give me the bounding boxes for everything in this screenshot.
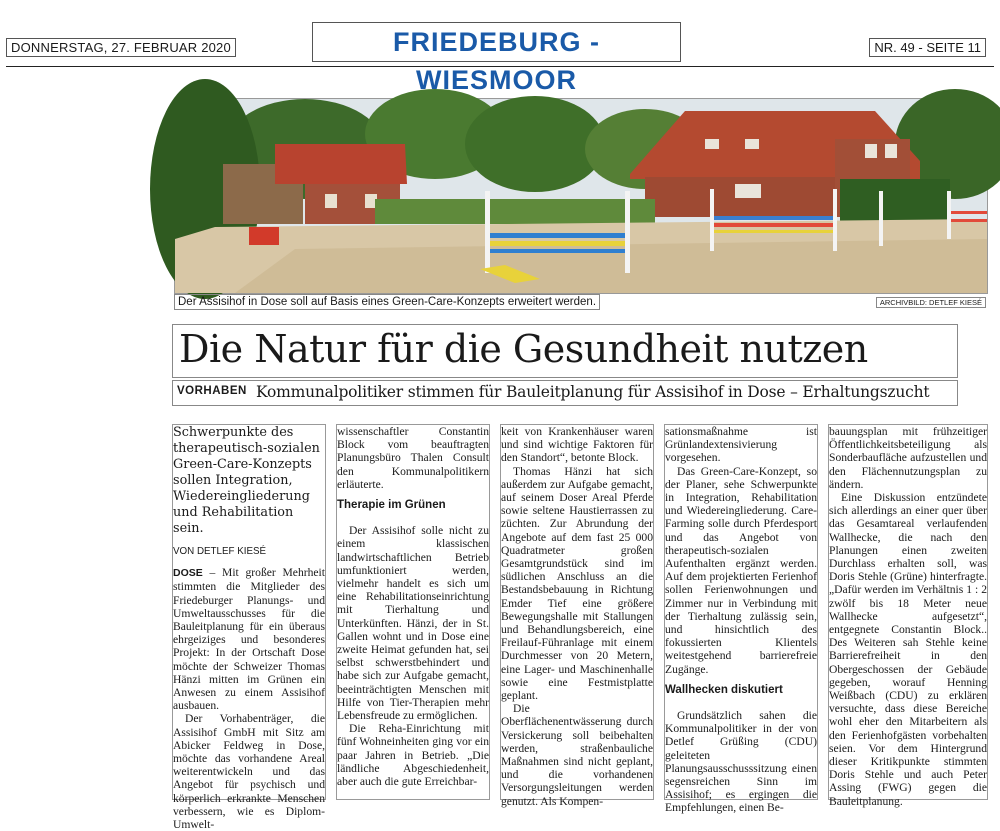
paragraph: Das Green-Care-Konzept, so der Planer, sehe Schwerpunkte in Integration, Rehabilitation und Wiedereingliederung. Care-Farming solle durch Pferdesport und das Angebot von therapeutisch-sozialen Aufenthalten ergänzt werden. Auf dem projektierten Ferienhof sollen Ferienwohnungen und Zimmer nur in Verbindung mit der Tierhaltung zulässig sein, und hinsichtlich des fokussierten Klientels weitestgehend barrierefreie Zugänge.	[665, 464, 817, 676]
kicker: VORHABEN	[177, 385, 247, 397]
paragraph: wissenschaftler Constantin Block vom beauftragten Planungsbüro Thalen Consult den Kommunalpolitikern erläuterte.	[337, 425, 489, 491]
column-5	[828, 424, 988, 808]
section-title: FRIEDEBURG - WIESMOOR	[312, 22, 681, 62]
paragraph: bauungsplan mit frühzeitiger Öffentlichkeitsbeteiligung als Sonderbaufläche aufzustellen und den Flächennutzungsplan zu ändern.	[829, 425, 987, 491]
paragraph: keit von Krankenhäuser waren und sind wichtige Faktoren für den Standort“, betonte Block.	[501, 425, 653, 465]
header-rule	[6, 66, 994, 67]
lead-text: Schwerpunkte des therapeutisch-sozialen Green-Care-Konzepts sollen Integration, Wiedereingliederung und Rehabilitation sein.	[173, 425, 320, 536]
paragraph	[173, 566, 325, 712]
page-number: NR. 49 - SEITE 11	[869, 38, 986, 57]
headline: Die Natur für die Gesundheit nutzen	[179, 327, 868, 371]
headline-box	[172, 324, 958, 378]
paragraph: Grundsätzlich sahen die Kommunalpolitiker in der von Detlef Grüßing (CDU) geleiteten Planungsausschusssitzung einen segensreichen Sinn im Assisihof; es ergingen die Empfehlungen, einen Be-	[665, 709, 817, 815]
byline: VON DETLEF KIESÉ	[173, 546, 267, 557]
paragraph: Der Assisihof solle nicht zu einem klassischen landwirtschaftlichen Betrieb umfunktioniert werden, vielmehr handelt es sich um eine Rehabilitationseinrichtung mit Tierhaltung und Unterkünften. Hänzi, der in St. Gallen wohnt und in Dose eine zweite Heimat gefunden hat, sei selbst schwerstbehindert und habe sich zur Aufgabe gemacht, beeinträchtigten Menschen mit Hilfe von Tier-Therapien mehr Lebensfreude zu ermöglichen.	[337, 524, 489, 723]
photo-credit: ARCHIVBILD: DETLEF KIESÉ	[876, 297, 986, 308]
photo-caption: Der Assisihof in Dose soll auf Basis eines Green-Care-Konzepts erweitert werden.	[174, 294, 600, 310]
column-4	[664, 424, 818, 815]
paragraph: sationsmaßnahme ist Grünlandextensivierung vorgesehen.	[665, 425, 817, 465]
paragraph: Die Oberflächenentwässerung durch Versickerung soll beibehalten werden, straßenbauliche Maßnahmen sind nicht geplant, und die vorhandenen Versorgungsleitungen werden genutzt. Als Kompen-	[501, 702, 653, 808]
subheading: Therapie im Grünen	[337, 499, 446, 512]
subheadline-box	[172, 380, 958, 406]
paragraph: Thomas Hänzi hat sich außerdem zur Aufgabe gemacht, auf seinem Doser Areal Pferde sowie seltene Haustierrassen zu züchten. Zur Abrundung der Angebote auf dem fast 25 000 Quadratmeter großen Gesamtgrundstück sind im südlichen Anschluss an die Bestandsbebauung in Richtung Emder Tief eine größere Bewegungshalle mit Stallungen und Behandlungsbereich, eine Freilauf-Führanlage mit einem Durchmesser von 20 Metern, eine Lager- und Maschinenhalle sowie eine Festmistplatte geplant.	[501, 464, 653, 703]
paragraph: Die Reha-Einrichtung mit fünf Wohneinheiten ging vor ein paar Jahren in Betrieb. „Die ländliche Abgeschiedenheit, aber auch die gute Erreichbar-	[337, 722, 489, 789]
paragraph: Der Vorhabenträger, die Assisihof GmbH mit Sitz am Abicker Feldweg in Dose, möchte das vorhandene Areal weiterentwickeln und das Angebot für psychisch und körperlich erkrankte Menschen verbessern, wie es Diplom-Umwelt-	[173, 712, 325, 831]
subheading: Wallhecken diskutiert	[665, 683, 783, 696]
dateline: DOSE	[173, 567, 203, 580]
paragraph: Eine Diskussion entzündete sich allerdings an einer quer über das Gesamtareal verlaufenden Wallhecke, die nach den Planungen einen zweiten Durchlass erhalten soll, was Doris Stehle (Grüne) hinterfragte. „Dafür werden im Verhältnis 1 : 2 zwölf bis 18 Meter neue Wallhecke aufgesetzt“, entgegnete Constantin Block.. Des Weiteren sah Stehle keine Barrierefreiheit in den Obergeschossen der Gebäude gegeben, worauf Henning Weißbach (CDU) zu erklären versuchte, dass diese Bereiche wohl eher den Mitarbeitern als den Ferienhofgästen vorbehalten seien. Vor dem Hintergrund dieser Kritikpunkte stimmten Doris Stehle und auch Peter Assing (FWG) gegen die Bauleitplanung.	[829, 491, 987, 808]
column-3	[500, 424, 654, 808]
column-1	[172, 424, 326, 831]
article-photo	[174, 98, 988, 294]
subheadline: Kommunalpolitiker stimmen für Bauleitplanung für Assisihof in Dose – Erhaltungszucht	[256, 383, 930, 401]
issue-date: DONNERSTAG, 27. FEBRUAR 2020	[6, 38, 236, 57]
column-2	[336, 424, 490, 800]
paragraph-text: – Mit großer Mehrheit stimmten die Mitglieder des Friedeburger Planungs- und Umweltausschusses für die Bauleitplanung für ein überaus ehrgeiziges und besonderes Projekt: In der Ortschaft Dose möchte der Schweizer Thomas Hänzi mitten im Grünen ein Anwesen zu einem Assisihof ausbauen.	[173, 566, 325, 713]
